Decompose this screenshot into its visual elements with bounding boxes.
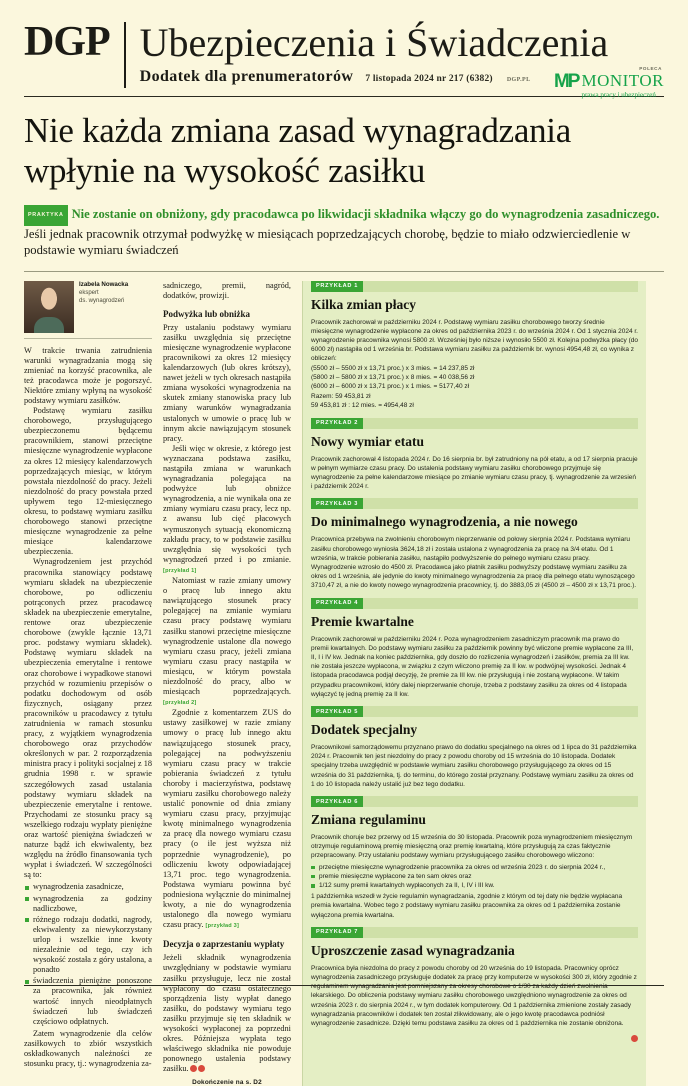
list-item: świadczenia pieniężne ponoszone za pracownika, jak również wartość innych nieodpłatnych świadczeń lub świadczeń częściowo odpłatnych. — [24, 976, 152, 1026]
avatar — [24, 281, 74, 333]
author-role-2: ds. wynagrodzeń — [79, 297, 128, 305]
paragraph: W trakcie trwania zatrudnienia warunki wynagradzania mogą się zmieniać na korzyść pracownika, ale też pracodawca może je pogorszyć. Niektóre zmiany wpłyną na wysokość podstawy wymiaru zasiłków. — [24, 346, 152, 407]
example-title: Uproszczenie zasad wynagradzania — [311, 943, 638, 959]
list-item: przeciętne miesięczne wynagrodzenie pracownika za okres od września 2023 r. do sierpnia 2024 r., — [311, 863, 638, 872]
issue-date: 7 listopada 2024 nr 217 (6382) — [365, 74, 493, 84]
example-tag: PRZYKŁAD 5 — [311, 706, 363, 717]
paragraph: Przy ustalaniu podstawy wymiaru zasiłku uwzględnia się przeciętne miesięczne wynagrodzenie wypłacone pracownikowi za okres 12 miesięcy kalendarzowych (lub okres krótszy), nawet jeżeli w tych okresach nastąpiła zmiana wysokości wynagrodzenia na skutek zmiany stanowiska pracy lub zmiany warunków wynagradzania ustalonych w umowie o pracę lub w innym akcie nawiązującym stosunek pracy. — [163, 323, 291, 444]
example-title: Do minimalnego wynagrodzenia, a nie nowego — [311, 514, 638, 530]
lead-rest: Jeśli jednak pracownik otrzymał podwyżkę w miesiącach poprzedzających chorobę, będzie to miało odzwierciedlenie w podstawie wymiaru świadczeń — [24, 227, 630, 258]
example-2 — [303, 418, 646, 499]
author-box — [24, 281, 152, 339]
paragraph: Zatem wynagrodzenie dla celów zasiłkowych to zbiór wszystkich oskładkowanych należności ze stosunku pracy, tj.: wynagrodzenia za- — [24, 1029, 152, 1069]
example-tag: PRZYKŁAD 4 — [311, 598, 363, 609]
continuation-note: Dokończenie na s. D2 — [163, 1079, 291, 1086]
list-item: wynagrodzenia zasadnicze, — [24, 882, 152, 892]
example-body: Pracownik zachorował w październiku 2024 r. Podstawę wymiaru zasiłku chorobowego tworzy średnie miesięczne wynagrodzenie wypłacone za okres od października 2023 r. do września 2024 r. Od 1 stycznia 2024 r. wynagrodzenie pracownika wynosi 5800 zł. Wcześniej było niższe i wynosiło 5500 zł. Kolejna podwyżka płacy (do 6000 zł) nastąpiła od 1 września br. Podstawa wymiaru zasiłku za październik br. wynosi 4954,48 zł, co wynika z obliczeń: — [311, 318, 638, 364]
end-mark-icon — [198, 1065, 205, 1072]
example-tag: PRZYKŁAD 1 — [311, 281, 363, 292]
footer-rule — [24, 985, 664, 986]
example-body: Pracownica była niezdolna do pracy z powodu choroby od 20 września do 19 listopada. Pracownicy oprócz wynagrodzenia zasadniczego przysługuje dodatek za pracę przy komputerze w wysokości 300 zł, który zgodnie z regulaminem wynagradzania jest pomniejszany za okresy chorobowe o 1/30 za każdy dzień zwolnienia lekarskiego. Do obliczenia podstawy wymiaru zasiłku chorobowego uwzględniono wynagrodzenie za okres od września 2023 r. do sierpnia 2024 r., w tym dodatek komputerowy. Od 1 października zmienione zostały zasady wynagradzania pracowników i dodatek ten został zlikwidowany, ale o jego kwotę pracodawca podniósł wynagrodzenie zasadnicze. Dzięki temu podstawa zasiłku za okres od 1 października nie zostanie obniżona. — [311, 964, 638, 1028]
example-4 — [303, 598, 646, 706]
example-body-2: Wynagrodzenie wzrosło do 4500 zł. Pracodawca jako płatnik zasiłku podwyższy podstawę wymiaru zasiłku za okres od 1 września, ale jedynie do kwoty minimalnego wynagrodzenia za pracę dla pełnego etatu wynoszącego 3710,47 zł, a nie do kwoty nowego wynagrodzenia pracownicy, tj. do 3883,05 zł (4500 zł – 4500 zł x 13,71 proc.). — [311, 563, 638, 591]
example-body: Pracownik choruje bez przerwy od 15 września do 30 listopada. Pracownik poza wynagrodzeniem miesięcznym otrzymuje regulaminową premię miesięczną oraz premię kwartalną, które przysługują za czas faktycznie przepracowany. Przy ustalaniu podstawy wymiaru przysługującego zasiłku chorobowego wliczono: — [311, 833, 638, 861]
example-body: Pracownikowi samorządowemu przyznano prawo do dodatku specjalnego na okres od 1 lipca do 31 października 2024 r. Pracownik ten jest niezdolny do pracy z powodu choroby od 15 września do 10 listopada. Dodatek specjalny trzeba uwzględnić w podstawie wymiaru zasiłku chorobowego przysługującego za okres od 15 września do 31 października, tj. do terminu, do którego został przyznany. Podstawę wymiaru zasiłku za okres od 1 do 10 listopada należy ustalić już bez tego dodatku. — [311, 743, 638, 789]
calc-line: Razem: 59 453,81 zł — [311, 392, 638, 401]
subheading: Decyzja o zaprzestaniu wypłaty — [163, 939, 291, 950]
monitor-promo — [554, 66, 664, 100]
example-5 — [303, 706, 646, 796]
example-tag: PRZYKŁAD 6 — [311, 796, 363, 807]
examples-sidebar — [302, 281, 646, 1086]
example-tag: PRZYKŁAD 2 — [311, 418, 363, 429]
example-body: Pracownik zachorował 4 listopada 2024 r. Do 16 sierpnia br. był zatrudniony na pół etatu, a od 17 sierpnia pracuje w pełnym wymiarze czasu pracy. Do ustalenia podstawy wymiaru zasiłku chorobowego przyjmuje się wynagrodzenie za pełne kalendarzowe miesiące po zmianie wymiaru czasu pracy, tj. wynagrodzenie za wrzesień i październik 2024 r. — [311, 455, 638, 492]
paragraph — [163, 953, 291, 1074]
example-1 — [303, 281, 646, 418]
supplement-title: Ubezpieczenia i Świadczenia — [140, 22, 609, 64]
list-item: 1/12 sumy premii kwartalnych wypłaconych za II, I, IV i III kw. — [311, 881, 638, 890]
paragraph-text: Zgodnie z komentarzem ZUS do ustawy zasiłkowej w razie zmiany umowy o pracę lub innego aktu nawiązującego stosunek pracy, polegającej na podwyższeniu wymiaru czasu pracy w trakcie pobierania świadczeń z tytułu choroby i macierzyństwa, podstawę wymiaru zasiłku chorobowego należy ustalić ponownie od dnia zmiany wymiaru czasu pracy, przyjmując kwotę minimalnego wynagrodzenia za pracę dla nowego wymiaru czasu pracy (o ile jest wyższa niż poprzednie wynagrodzenie), po odliczeniu kwoty odpowiadającej 13,71 proc. tego wynagrodzenia. Podstawa wymiaru powinna być podniesiona wyłącznie do minimalnej kwoty, a nie do wynagrodzenia ustalonego dla nowego wymiaru czasu pracy. — [163, 708, 291, 929]
list-item: różnego rodzaju dodatki, nagrody, ekwiwalenty za niewykorzystany urlop i wszelkie inne kwoty niezależnie od tego, czy ich wysokość została z góry ustalona, a ponadto — [24, 915, 152, 976]
example-body: Pracownik zachorował w październiku 2024 r. Poza wynagrodzeniem zasadniczym pracownik ma prawo do premii kwartalnych. Do podstawy wymiaru zasiłku za październik powinny być wliczone premie wypłacone za III, II, I i IV kw. Jednak na koniec października, gdy doszło do rozliczenia wynagrodzeń i zasiłków, premia za III kw. nie została jeszcze wypłacona, w związku z czym wliczono premię za II kw. w podwójnej wysokości. Jednak 4 listopada pracodawca podjął decyzję, że premie za III kw. nie przysługują i nie zostaną wypłacone. W takim przypadku pracownikowi, który dalej nieprzerwanie choruje, trzeba z podstawy zasiłku za okres od 4 listopada wyłączyć tę jedną premię za II kw. — [311, 635, 638, 699]
paragraph-text: Natomiast w razie zmiany umowy o pracę lub innego aktu nawiązującego stosunek pracy polegającej na zmianie wymiaru czasu pracy podstawę wymiaru zasiłku stanowi przeciętne miesięczne wynagrodzenie ustalone dla nowego wymiaru czasu pracy, jeżeli zmiana wymiaru czasu pracy nastąpiła w miesiącu, w którym powstała niezdolność do pracy, albo w miesiącach poprzedzających. — [163, 576, 291, 696]
praktyka-badge: PRAKTYKA — [24, 205, 68, 226]
author-role-1: ekspert — [79, 289, 128, 297]
paragraph — [163, 576, 291, 708]
paragraph-text: Jeżeli składnik wynagrodzenia uwzględniany w podstawie wymiaru zasiłku przysługuje, lecz nie został wypłacony do czasu ostatecznego sporządzenia listy wypłat danego zasiłku, do podstawy wymiaru tego zasiłku przyjmuje się ten składnik w wysokości wypłaconej za poprzedni okres. Późniejsza wypłata tego właściwego składnika nie powoduje ponownego ustalenia podstawy zasiłku. — [163, 953, 291, 1073]
paragraph-text: Jeśli więc w okresie, z którego jest wyznaczana podstawa zasiłku, nastąpiła zmiana w warunkach wynagradzania polegająca na podwyżce lub obniżce wynagrodzenia, a nie wynikała ona ze zmiany wymiaru czasu pracy, lecz np. z awansu lub cięć płacowych wymuszonych sytuacją ekonomiczną zakładu pracy, to w podstawie zasiłku uwzględnia się wysokości tych wynagrodzeń przed i po zmianie. — [163, 444, 291, 564]
example-title: Dodatek specjalny — [311, 722, 638, 738]
example-title: Premie kwartalne — [311, 614, 638, 630]
calc-line: (5500 zł – 5500 zł x 13,71 proc.) x 3 mies. = 14 237,85 zł — [311, 364, 638, 373]
example-bullets — [311, 863, 638, 891]
masthead-divider — [124, 22, 126, 88]
lead-paragraph — [24, 205, 664, 259]
author-name: Izabela Nowacka — [79, 281, 128, 289]
paragraph: Podstawę wymiaru zasiłku chorobowego, przysługującego ubezpieczonemu będącemu pracownikiem, stanowi przeciętne miesięczne wynagrodzenie wypłacone za okres 12 miesięcy kalendarzowych poprzedzających miesiąc, w którym powstała niezdolność do pracy. Jeżeli niezdolność do pracy powstała przed upływem tego 12-miesięcznego okresu, to podstawę wymiaru zasiłku chorobowego stanowi przeciętne miesięczne wynagrodzenie za pełne miesiące kalendarzowe ubezpieczenia. — [24, 406, 152, 557]
example-title: Kilka zmian płacy — [311, 297, 638, 313]
monitor-mark-icon: MP — [554, 73, 579, 90]
example-3 — [303, 498, 646, 597]
calc-line: (5800 zł – 5800 zł x 13,71 proc.) x 8 mies. = 40 038,56 zł — [311, 373, 638, 382]
list-item: wynagrodzenia za godziny nadliczbowe, — [24, 894, 152, 914]
calc-line: (6000 zł – 6000 zł x 13,71 proc.) x 1 mies. = 5177,40 zł — [311, 382, 638, 391]
column-one — [24, 281, 163, 1086]
paragraph: sadniczego, premii, nagród, dodatków, prowizji. — [163, 281, 291, 301]
end-mark-icon — [631, 1035, 638, 1042]
example-title: Zmiana regulaminu — [311, 812, 638, 828]
monitor-tagline: prawa pracy i ubezpieczeń — [581, 91, 664, 100]
example-ref-2[interactable]: [przykład 2] — [163, 700, 197, 706]
lead-rule — [24, 271, 664, 272]
example-tag: PRZYKŁAD 7 — [311, 927, 363, 938]
calc-line: 59 453,81 zł : 12 mies. = 4954,48 zł — [311, 401, 638, 410]
supplement-subtitle: Dodatek dla prenumeratorów — [140, 68, 354, 86]
example-ref-1[interactable]: [przykład 1] — [163, 568, 197, 574]
paragraph — [163, 708, 291, 931]
lead-highlight: Nie zostanie on obniżony, gdy pracodawca po likwidacji składnika włączy go do wynagrodzenia zasadniczego. — [72, 207, 660, 221]
list-item: premie miesięczne wypłacone za ten sam okres oraz — [311, 872, 638, 881]
article-body — [24, 281, 664, 1086]
paragraph: Wynagrodzeniem jest przychód pracownika stanowiący podstawę wymiaru składek na ubezpieczenie chorobowe, po odliczeniu potrąconych przez pracodawcę składek na ubezpieczenie emerytalne, rentowe oraz ubezpieczenie chorobowe (zwykle łącznie 13,71 proc. podstawy wymiaru składek). Podstawę wymiaru składek na ubezpieczenia emerytalne i rentowe oraz chorobowe i wypadkowe stanowi przychód w rozumieniu przepisów o podatku dochodowym od osób fizycznych, osiągany przez pracowników u pracodawcy z tytułu zatrudnienia w ramach stosunku pracy, z wyjątkiem wynagrodzenia chorobowego oraz przychodów określonych w par. 2 rozporządzenia ministra pracy i polityki socjalnej z 18 grudnia 1998 r. w sprawie szczegółowych zasad ustalania podstawy wymiaru składek na ubezpieczenie emerytalne i rentowe. Przychodami ze stosunku pracy są wszelkiego rodzaju wypłaty pieniężne oraz wartość pieniężna świadczeń w naturze bądź ich ekwiwalenty, bez względu na źródło finansowania tych wypłat i świadczeń. W szczególności są to: — [24, 557, 152, 880]
subheading: Podwyżka lub obniżka — [163, 309, 291, 320]
monitor-name: MONITOR — [581, 71, 664, 90]
masthead-subline — [140, 68, 609, 86]
example-ref-3[interactable]: [przykład 3] — [206, 923, 240, 929]
example-body: Pracownica przebywa na zwolnieniu chorobowym nieprzerwanie od połowy sierpnia 2024 r. Podstawa wymiaru zasiłku chorobowego wyniosła 3624,18 zł i została ustalona z wynagrodzenia za pracę na 3/4 etatu. Od 1 września, w trakcie pobierania zasiłku, nastąpiło podwyższenie do pełnego wymiaru czasu pracy. — [311, 535, 638, 563]
example-title: Nowy wymiar etatu — [311, 434, 638, 450]
page-title: Nie każda zmiana zasad wynagradzania wpłynie na wysokość zasiłku — [24, 111, 664, 191]
income-list — [24, 882, 152, 1026]
example-6 — [303, 796, 646, 927]
promo-poleca-label: POLECA — [554, 66, 662, 71]
paragraph — [163, 444, 291, 576]
example-body-2: 1 października wszedł w życie regulamin wynagradzania, zgodnie z którym od tej daty nie będzie wypłacana premia kwartalna. Wobec tego z podstawy wymiaru zasiłku pracownika za okres od 1 października zostanie wyłączona premia kwartalna. — [311, 892, 638, 920]
site-url: DGP.PL — [507, 77, 531, 83]
example-7 — [303, 927, 646, 1053]
end-mark-icon — [190, 1065, 197, 1072]
brand-logo: DGP — [24, 22, 110, 62]
column-two — [163, 281, 302, 1086]
example-tag: PRZYKŁAD 3 — [311, 498, 363, 509]
